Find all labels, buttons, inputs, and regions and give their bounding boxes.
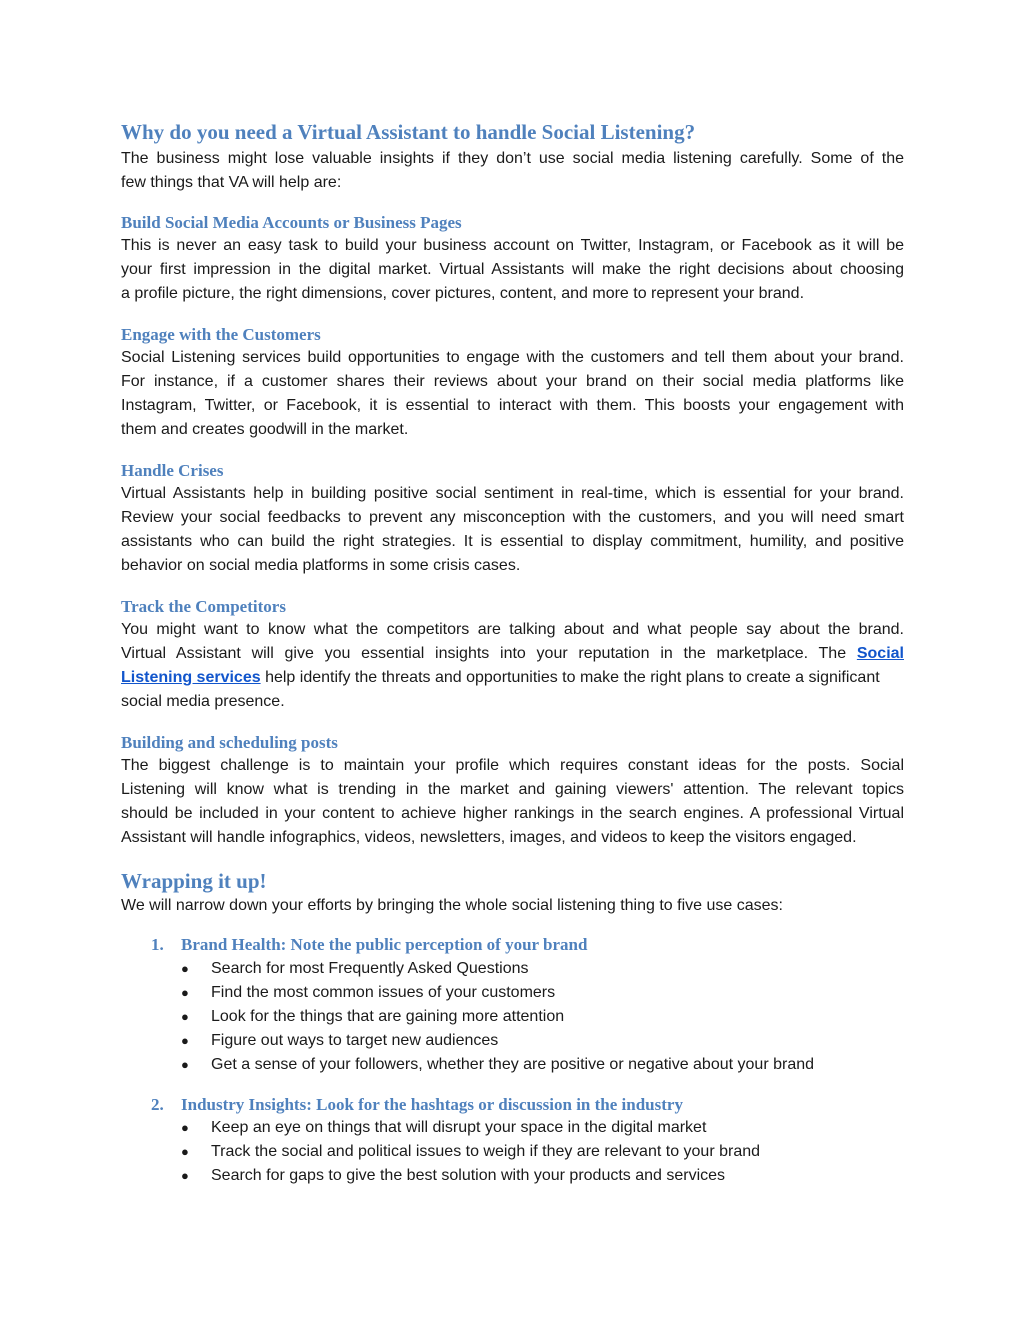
social-listening-link[interactable]: Social [856, 645, 904, 662]
text-line: assistants who can build the right strategies. It is essential to display commitment, humility, and positive [121, 533, 904, 550]
list-heading-text: Brand Health: Note the public perception of your brand [181, 935, 588, 954]
list-item [181, 1140, 760, 1164]
list-item [181, 1005, 814, 1029]
bullet-icon: ● [181, 1009, 189, 1024]
list-item-text: Search for most Frequently Asked Questions [211, 960, 529, 977]
bullet-icon: ● [181, 985, 189, 1000]
text-line: few things that VA will help are: [121, 174, 342, 191]
list-item-text: Figure out ways to target new audiences [211, 1032, 499, 1049]
text-fragment: help identify the threats and opportunities to make the right plans to create a significant [260, 669, 880, 686]
text-line [121, 666, 904, 690]
text-line: your first impression in the digital market. Virtual Assistants will make the right decisions about choosing [121, 261, 904, 278]
section-heading-engage: Engage with the Customers [121, 325, 321, 344]
text-line: Social Listening services build opportunities to engage with the customers and tell them about your brand. [121, 349, 904, 366]
list-item [181, 1116, 760, 1140]
section-body-competitors [121, 618, 904, 714]
list-item [181, 1053, 814, 1077]
list-item-text: Look for the things that are gaining more attention [211, 1008, 565, 1025]
text-line [121, 642, 904, 666]
list-item [181, 1164, 760, 1188]
section-body-engage [121, 346, 904, 442]
list-heading-brand-health [151, 934, 587, 956]
list-item [181, 981, 814, 1005]
list-item-text: Get a sense of your followers, whether they are positive or negative about your brand [211, 1056, 815, 1073]
text-line: The business might lose valuable insights if they don’t use social media listening carefully. Some of the [121, 150, 904, 167]
page-title: Why do you need a Virtual Assistant to handle Social Listening? [121, 120, 696, 144]
text-line: For instance, if a customer shares their reviews about your brand on their social media platforms like [121, 373, 904, 390]
bullet-list-brand-health [181, 957, 814, 1077]
text-line: Virtual Assistants help in building positive social sentiment in real-time, which is essential for your brand. [121, 485, 904, 502]
section-heading-crises: Handle Crises [121, 461, 224, 480]
text-line: Assistant will handle infographics, videos, newsletters, images, and videos to keep the visitors engaged. [121, 829, 857, 846]
bullet-icon: ● [181, 1057, 189, 1072]
text-fragment: Virtual Assistant will give you essential insights into your reputation in the marketplace. The [121, 645, 847, 662]
bullet-icon: ● [181, 1168, 189, 1183]
bullet-icon: ● [181, 1120, 189, 1135]
section-heading-build-accounts: Build Social Media Accounts or Business Pages [121, 213, 462, 232]
section-heading-posts: Building and scheduling posts [121, 733, 338, 752]
bullet-icon: ● [181, 1033, 189, 1048]
wrap-heading: Wrapping it up! [121, 869, 267, 893]
section-body-build-accounts [121, 234, 904, 306]
wrap-paragraph [121, 894, 904, 918]
list-heading-industry-insights [151, 1094, 683, 1116]
list-item-text: Search for gaps to give the best solution with your products and services [211, 1167, 726, 1184]
section-body-crises [121, 482, 904, 578]
text-line: This is never an easy task to build your business account on Twitter, Instagram, or Facebook as it will be [121, 237, 904, 254]
list-number: 2. [151, 1095, 164, 1114]
text-line: social media presence. [121, 693, 285, 710]
bullet-icon: ● [181, 1144, 189, 1159]
list-item-text: Track the social and political issues to weigh if they are relevant to your brand [211, 1143, 761, 1160]
text-line: The biggest challenge is to maintain your profile which requires constant ideas for the posts. Social [121, 757, 904, 774]
text-line: should be included in your content to achieve higher rankings in the search engines. A professional Virtual [121, 805, 904, 822]
text-line: Listening will know what is trending in the market and gaining viewers' attention. The relevant topics [121, 781, 904, 798]
list-item-text: Find the most common issues of your customers [211, 984, 556, 1001]
list-heading-text: Industry Insights: Look for the hashtags or discussion in the industry [181, 1095, 683, 1114]
text-line: Review your social feedbacks to prevent any misconception with the customers, and you will need smart [121, 509, 904, 526]
social-listening-link-cont[interactable]: Listening services [121, 669, 261, 686]
bullet-list-industry-insights [181, 1116, 760, 1188]
section-heading-competitors: Track the Competitors [121, 597, 286, 616]
text-line: We will narrow down your efforts by bringing the whole social listening thing to five use cases: [121, 897, 783, 914]
list-number: 1. [151, 935, 164, 954]
intro-paragraph [121, 147, 904, 195]
list-item-text: Keep an eye on things that will disrupt your space in the digital market [211, 1119, 707, 1136]
section-body-posts [121, 754, 904, 850]
list-item [181, 957, 814, 981]
text-line: Instagram, Twitter, or Facebook, it is essential to interact with them. This boosts your engagement with [121, 397, 904, 414]
text-line: behavior on social media platforms in some crisis cases. [121, 557, 521, 574]
text-line: a profile picture, the right dimensions, cover pictures, content, and more to represent your brand. [121, 285, 805, 302]
bullet-icon: ● [181, 961, 189, 976]
text-line: You might want to know what the competitors are talking about and what people say about the brand. [121, 621, 904, 638]
text-line: them and creates goodwill in the market. [121, 421, 409, 438]
list-item [181, 1029, 814, 1053]
